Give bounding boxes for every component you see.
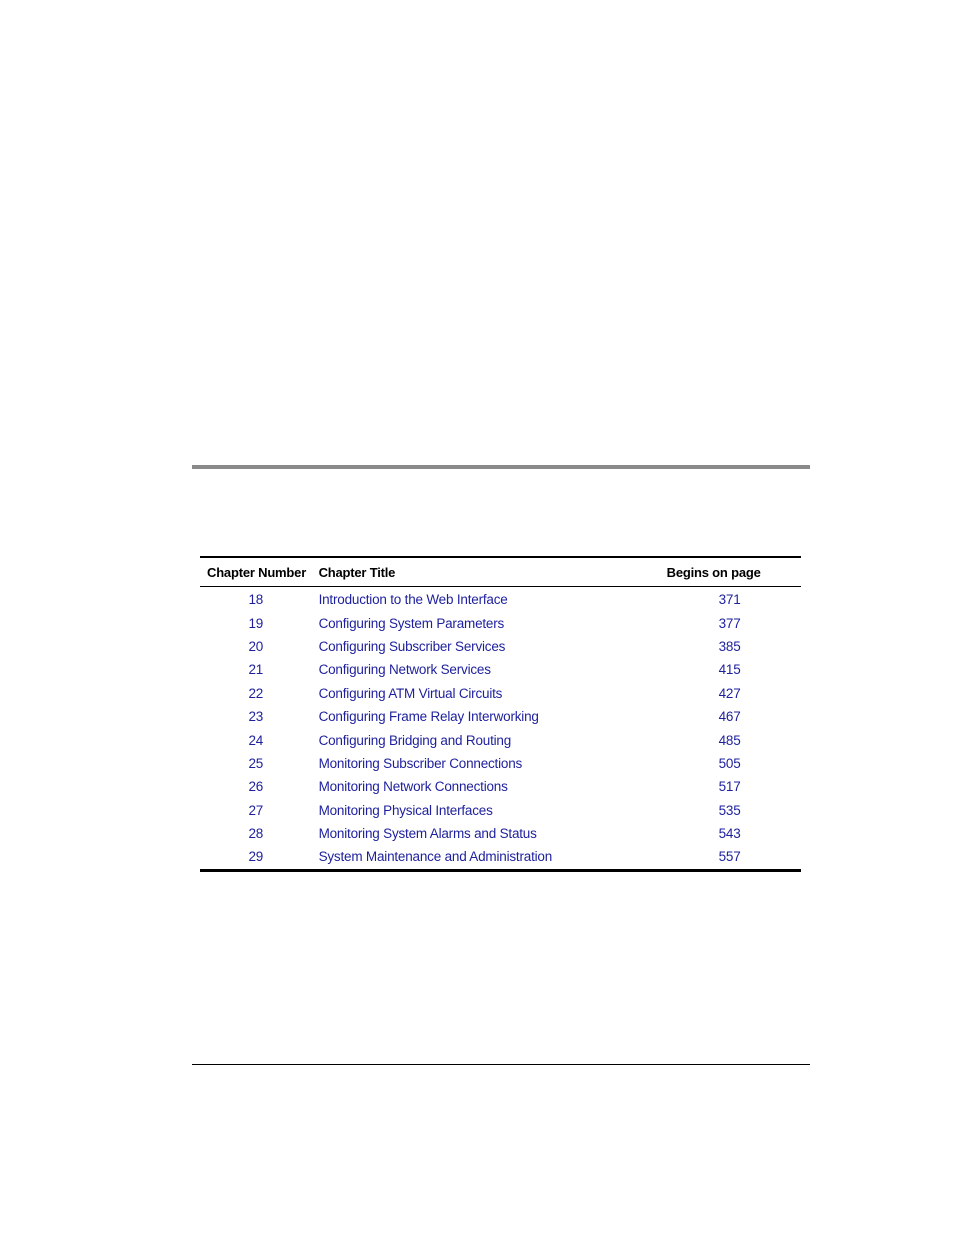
chapter-title-link[interactable]: Monitoring System Alarms and Status xyxy=(318,826,537,842)
chapter-number-link[interactable]: 22 xyxy=(248,685,264,701)
table-row xyxy=(200,611,801,634)
chapter-page-link[interactable]: 517 xyxy=(718,779,741,795)
table-row xyxy=(200,799,801,822)
chapter-page-link[interactable]: 485 xyxy=(718,732,741,748)
chapter-title-link[interactable]: Monitoring Subscriber Connections xyxy=(318,755,523,771)
chapter-number-link[interactable]: 25 xyxy=(248,755,264,771)
chapter-title-link[interactable]: Introduction to the Web Interface xyxy=(318,592,508,608)
chapter-page-link[interactable]: 543 xyxy=(718,826,741,842)
chapter-page-link[interactable]: 371 xyxy=(718,592,741,608)
chapter-page-link[interactable]: 557 xyxy=(667,845,801,870)
chapter-title-link[interactable]: System Maintenance and Administration xyxy=(312,845,667,870)
chapter-page-link[interactable]: 505 xyxy=(718,755,741,771)
chapter-title-link[interactable]: Configuring Subscriber Services xyxy=(318,638,506,654)
chapter-page-link[interactable]: 535 xyxy=(718,802,741,818)
table-row xyxy=(200,752,801,775)
table-row xyxy=(200,587,801,612)
chapter-number-link[interactable]: 18 xyxy=(248,592,264,608)
chapter-number-link[interactable]: 20 xyxy=(248,638,264,654)
chapter-page-link[interactable]: 385 xyxy=(718,638,741,654)
footer-divider-rule xyxy=(192,1064,810,1065)
chapter-number-link[interactable]: 27 xyxy=(248,802,264,818)
chapter-page-link[interactable]: 415 xyxy=(718,662,741,678)
header-begins-on-page: Begins on page xyxy=(667,557,801,587)
table-row xyxy=(200,822,801,845)
table-row xyxy=(200,775,801,798)
chapter-title-link[interactable]: Monitoring Network Connections xyxy=(318,779,508,795)
chapter-number-link[interactable]: 24 xyxy=(248,732,264,748)
chapter-number-link[interactable]: 28 xyxy=(248,826,264,842)
chapter-title-link[interactable]: Configuring Bridging and Routing xyxy=(318,732,512,748)
table-row xyxy=(200,728,801,751)
chapter-page-link[interactable]: 427 xyxy=(718,685,741,701)
chapter-number-link[interactable]: 21 xyxy=(248,662,264,678)
chapter-title-link[interactable]: Configuring System Parameters xyxy=(318,615,505,631)
chapter-page-link[interactable]: 377 xyxy=(718,615,741,631)
table-row xyxy=(200,658,801,681)
header-chapter-number: Chapter Number xyxy=(200,557,312,587)
header-chapter-title: Chapter Title xyxy=(312,557,667,587)
chapter-title-link[interactable]: Monitoring Physical Interfaces xyxy=(318,802,493,818)
chapter-number-link[interactable]: 29 xyxy=(200,845,312,870)
chapter-page-link[interactable]: 467 xyxy=(718,709,741,725)
chapter-number-link[interactable]: 19 xyxy=(248,615,264,631)
table-row xyxy=(200,845,801,870)
table-header-row xyxy=(200,557,801,587)
chapter-table xyxy=(200,556,801,872)
table-row xyxy=(200,682,801,705)
chapter-number-link[interactable]: 23 xyxy=(248,709,264,725)
chapter-title-link[interactable]: Configuring Frame Relay Interworking xyxy=(318,709,539,725)
table-row xyxy=(200,705,801,728)
top-divider-rule xyxy=(192,465,810,469)
chapter-number-link[interactable]: 26 xyxy=(248,779,264,795)
chapter-title-link[interactable]: Configuring Network Services xyxy=(318,662,491,678)
chapter-title-link[interactable]: Configuring ATM Virtual Circuits xyxy=(318,685,503,701)
table-row xyxy=(200,635,801,658)
